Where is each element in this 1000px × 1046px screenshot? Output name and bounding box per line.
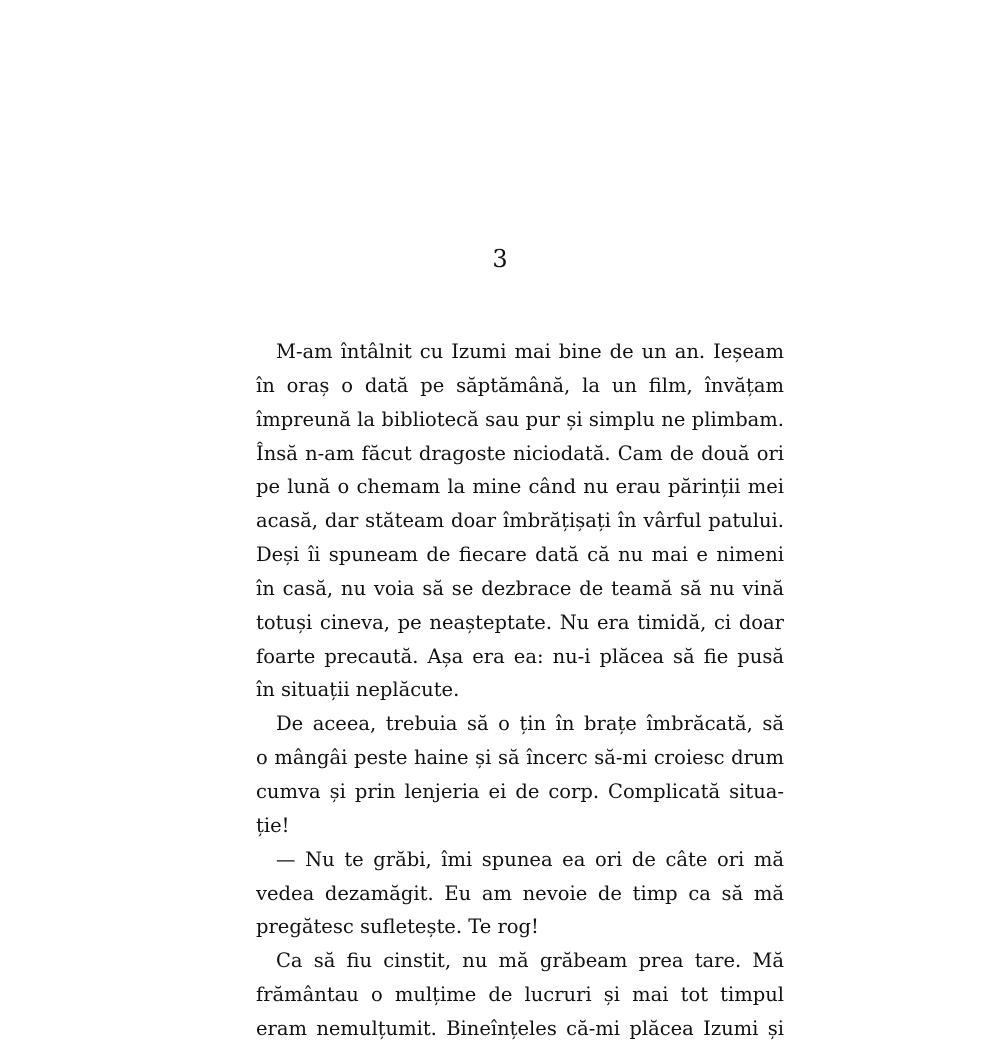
text-line: acasă, dar stăteam doar îmbrățișați în vârful patului.: [256, 509, 784, 533]
text-line: — Nu te grăbi, îmi spunea ea ori de câte ori mă: [276, 847, 784, 871]
text-line: totuși cineva, pe neașteptate. Nu era timidă, ci doar: [256, 610, 784, 634]
text-line: în oraș o dată pe săptămână, la un film, învățam: [256, 373, 784, 397]
text-line: cumva și prin lenjeria ei de corp. Complicată situa-: [256, 779, 784, 803]
text-line: eram nemulțumit. Bineînțeles că-mi plăcea Izumi și: [256, 1016, 784, 1040]
text-line: M-am întâlnit cu Izumi mai bine de un an. Ieșeam: [276, 340, 784, 363]
text-line: împreună la bibliotecă sau pur și simplu ne plimbam.: [256, 407, 784, 431]
text-line: foarte precaută. Așa era ea: nu-i plăcea să fie pusă: [256, 644, 784, 668]
text-line: frământau o mulțime de lucruri și mai tot timpul: [256, 983, 784, 1007]
text-line: în casă, nu voia să se dezbrace de teamă să nu vină: [256, 576, 784, 600]
text-line: o mângâi peste haine și să încerc să-mi croiesc drum: [256, 746, 784, 770]
text-line: Ca să fiu cinstit, nu mă grăbeam prea tare. Mă: [276, 949, 784, 973]
text-line: De aceea, trebuia să o țin în brațe îmbrăcată, să: [276, 712, 784, 736]
text-line: Însă n-am făcut dragoste niciodată. Cam de două ori: [256, 441, 784, 465]
text-line: ție!: [256, 813, 290, 837]
text-line: vedea dezamăgit. Eu am nevoie de timp ca să mă: [256, 881, 784, 905]
text-line: în situații neplăcute.: [256, 678, 460, 702]
body-text: [256, 335, 784, 1046]
text-line: pe lună o chemam la mine când nu erau părinții mei: [256, 475, 784, 499]
text-line: Deși îi spuneam de fiecare dată că nu mai e nimeni: [256, 543, 784, 567]
text-line: pregătesc sufletește. Te rog!: [256, 915, 539, 939]
chapter-number: 3: [492, 245, 508, 273]
